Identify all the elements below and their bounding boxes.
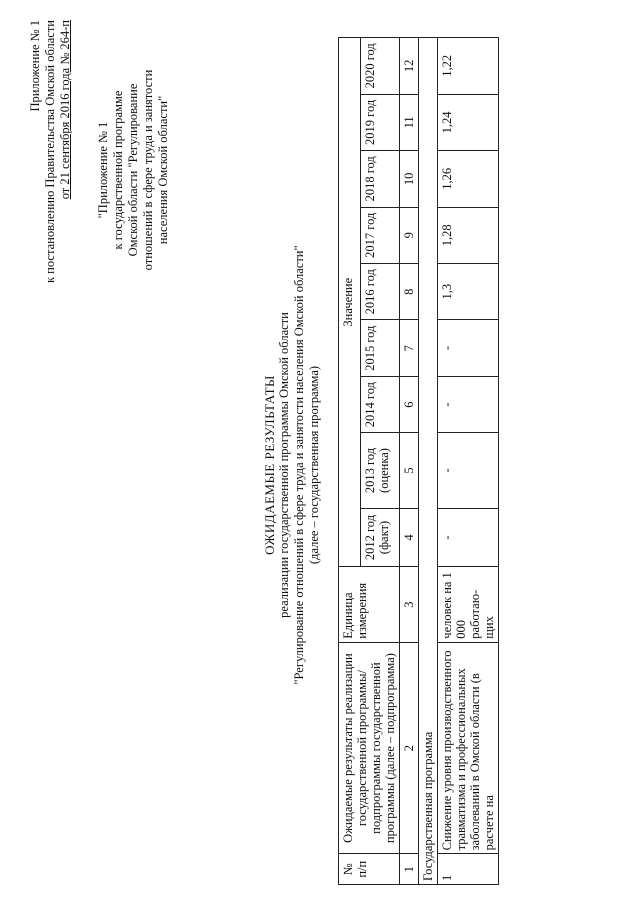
index-cell: 10 [400, 151, 419, 207]
value-cell: 1,24 [438, 94, 499, 150]
index-cell: 6 [400, 376, 419, 432]
index-cell: 4 [400, 508, 419, 567]
year-header: 2019 год [361, 94, 400, 150]
index-cell: 2 [400, 642, 419, 854]
title-line4: (далее – государственная программа) [307, 365, 321, 565]
annex-resolution: к постановлению Правительства Омской области [43, 20, 57, 284]
value-cell: - [438, 508, 499, 567]
header-row-1 [339, 38, 361, 885]
year-header: 2016 год [361, 264, 400, 320]
year-header: 2014 год [361, 376, 400, 432]
row-num: 1 [438, 854, 499, 885]
index-row [400, 38, 419, 885]
program-annex-line4: отношений в сфере труда и занятости [141, 69, 155, 271]
title-line2: реализации государственной программы Омской области [277, 312, 291, 618]
header-num: № п/п [339, 854, 400, 885]
year-header: 2018 год [361, 151, 400, 207]
value-cell: - [438, 376, 499, 432]
year-header: 2017 год [361, 207, 400, 263]
annex-number: Приложение № 1 [28, 20, 42, 112]
row-unit: человек на 1 000 работаю-щих [438, 567, 499, 642]
index-cell: 1 [400, 854, 419, 885]
index-cell: 11 [400, 94, 419, 150]
value-cell: 1,28 [438, 207, 499, 263]
header-results: Ожидаемые результаты реализации государственной программы/подпрограммы государственной программы (далее – подпрограмма) [339, 642, 400, 854]
row-result: Снижение уровня производственного травматизма и профессиональных заболеваний в Омской области (в расчете на [438, 642, 499, 854]
index-cell: 9 [400, 207, 419, 263]
index-cell: 7 [400, 320, 419, 376]
section-row [419, 38, 438, 885]
table-row [438, 38, 499, 885]
program-annex-line5: населения Омской области" [156, 95, 170, 245]
index-cell: 5 [400, 433, 419, 508]
title-heading: ОЖИДАЕМЫЕ РЕЗУЛЬТАТЫ [262, 375, 277, 555]
annex-date: от 21 сентября 2016 года № 264-п [58, 20, 72, 200]
value-cell: - [438, 320, 499, 376]
results-table [338, 37, 499, 885]
header-value: Значение [339, 38, 361, 567]
header-unit: Единица измерения [339, 567, 400, 642]
year-header: 2013 год (оценка) [361, 433, 400, 508]
program-annex-line2: к государственной программе [111, 90, 125, 250]
program-annex-line3: Омской области "Регулирование [126, 83, 140, 257]
program-annex-number: "Приложение № 1 [96, 121, 110, 219]
title-line3: "Регулирование отношений в сфере труда и занятости населения Омской области" [292, 245, 306, 685]
index-cell: 12 [400, 38, 419, 95]
value-cell: - [438, 433, 499, 508]
value-cell: 1,22 [438, 38, 499, 95]
year-header: 2012 год (факт) [361, 508, 400, 567]
section-label: Государственная программа [419, 38, 438, 885]
document-title [262, 85, 322, 845]
value-cell: 1,26 [438, 151, 499, 207]
year-header: 2020 год [361, 38, 400, 95]
program-annex-header [96, 20, 171, 320]
index-cell: 8 [400, 264, 419, 320]
year-header: 2015 год [361, 320, 400, 376]
annex-header [28, 20, 73, 440]
value-cell: 1,3 [438, 264, 499, 320]
index-cell: 3 [400, 567, 419, 642]
